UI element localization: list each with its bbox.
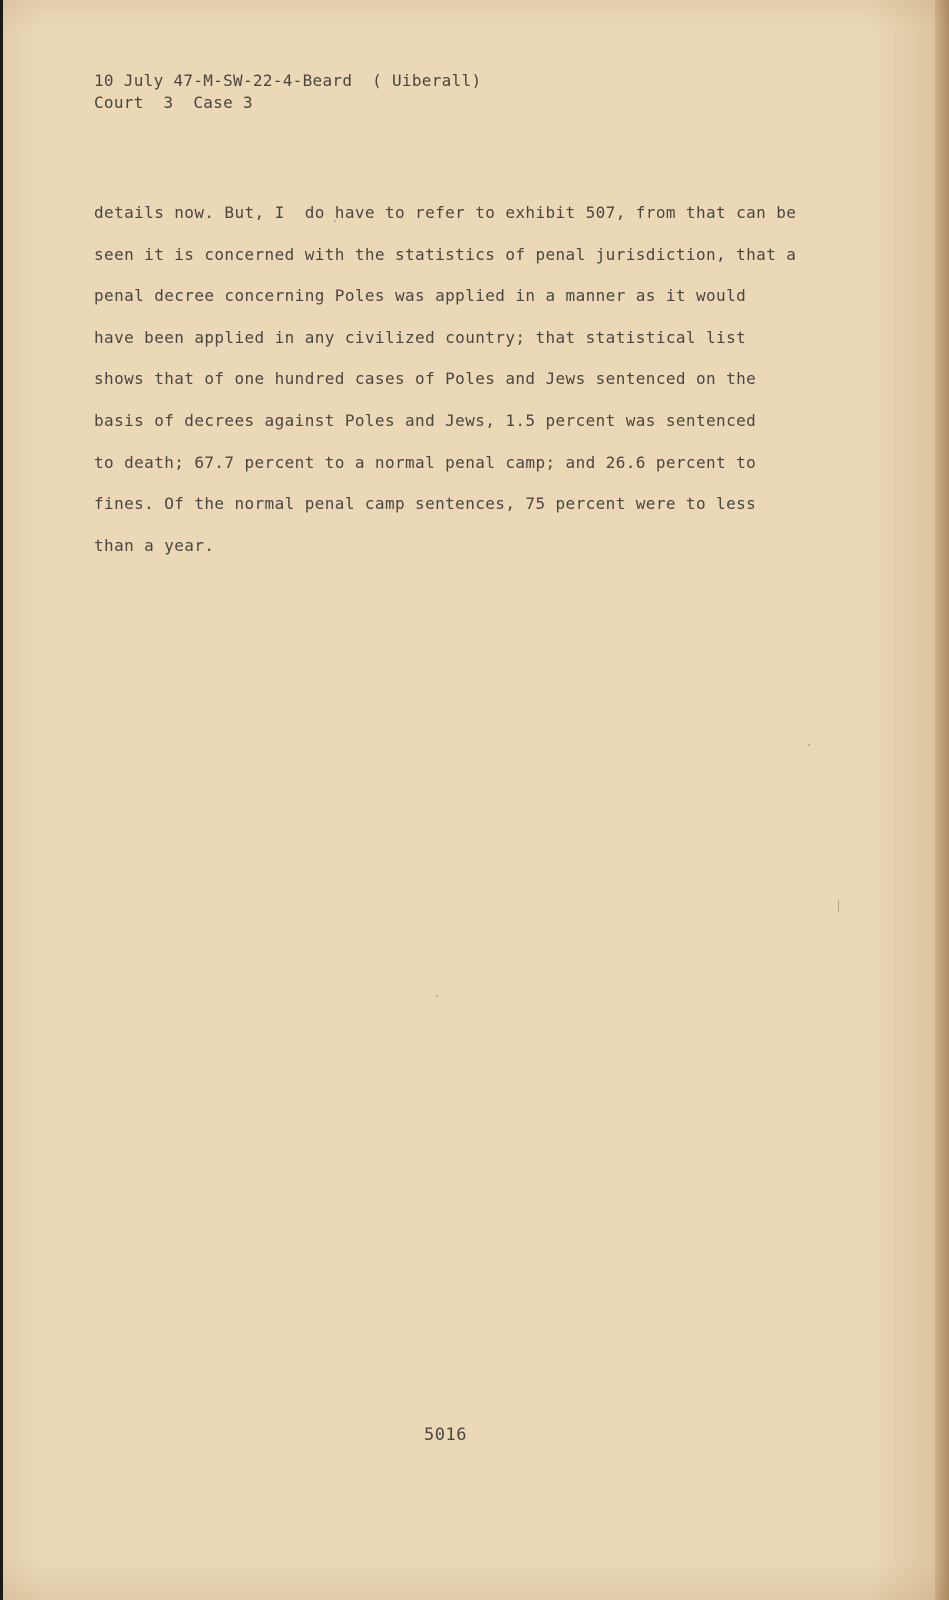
- header-session-line: 10 July 47-M-SW-22-4-Beard ( Uiberall): [94, 71, 482, 90]
- body-line: have been applied in any civilized country; that statistical list: [94, 327, 747, 347]
- page-number: 5016: [424, 1425, 467, 1445]
- body-line: than a year.: [94, 535, 215, 555]
- transcript-body: [94, 192, 834, 566]
- body-line: to death; 67.7 percent to a normal penal camp; and 26.6 percent to: [94, 452, 757, 472]
- paper-speck: [808, 744, 810, 746]
- body-line: details now. But, I do have to refer to exhibit 507, from that can be: [94, 203, 797, 222]
- paper-speck: [436, 995, 438, 997]
- paper-speck: [838, 900, 839, 912]
- page-left-edge: [0, 0, 3, 1600]
- header-court-line: Court 3 Case 3: [94, 93, 253, 112]
- body-line: basis of decrees against Poles and Jews, 1.5 percent was sentenced: [94, 410, 757, 430]
- document-header: [94, 70, 481, 114]
- body-line: seen it is concerned with the statistics of penal jurisdiction, that a: [94, 244, 797, 264]
- paper-speck: [334, 220, 336, 222]
- body-line: shows that of one hundred cases of Poles and Jews sentenced on the: [94, 369, 757, 389]
- body-line: fines. Of the normal penal camp sentences, 75 percent were to less: [94, 494, 757, 514]
- body-line: penal decree concerning Poles was applied in a manner as it would: [94, 286, 747, 306]
- page-right-edge-shadow: [935, 0, 949, 1600]
